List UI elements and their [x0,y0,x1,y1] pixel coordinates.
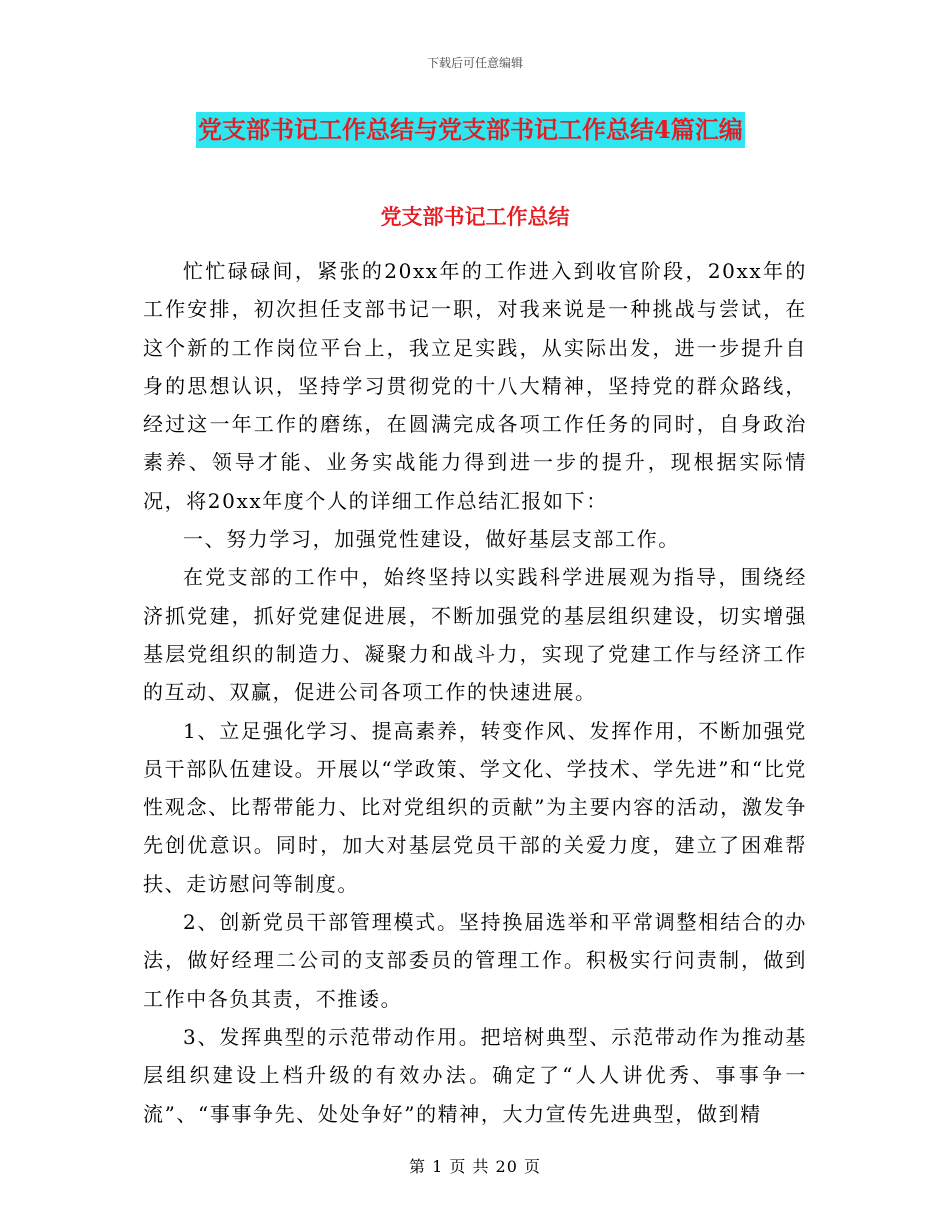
paragraph: 1、立足强化学习、提高素养，转变作风、发挥作用，不断加强党员干部队伍建设。开展以“学政策、学文化、学技术、学先进”和“比党性观念、比帮带能力、比对党组织的贡献”为主要内容的活动，激发争先创优意识。同时，加大对基层党员干部的关爱力度，建立了困难帮扶、走访慰问等制度。 [143,718,807,896]
paragraph: 在党支部的工作中，始终坚持以实践科学进展观为指导，围绕经济抓党建，抓好党建促进展，不断加强党的基层组织建设，切实增强基层党组织的制造力、凝聚力和战斗力，实现了党建工作与经济工作的互动、双赢，促进公司各项工作的快速进展。 [143,565,807,705]
main-title-wrap [196,112,745,148]
paragraph: 2、创新党员干部管理模式。坚持换届选举和平常调整相结合的办法，做好经理二公司的支部委员的管理工作。积极实行问责制，做到工作中各负其责，不推诿。 [143,910,807,1011]
page-footer: 第 1 页 共 20 页 [409,1157,541,1176]
main-title: 党支部书记工作总结与党支部书记工作总结4篇汇编 [196,112,745,148]
paragraph: 3、发挥典型的示范带动作用。把培树典型、示范带动作为推动基层组织建设上档升级的有效办法。确定了“人人讲优秀、事事争一流”、“事事争先、处处争好”的精神，大力宣传先进典型，做到精 [143,1024,807,1126]
paragraph: 忙忙碌碌间，紧张的20xx年的工作进入到收官阶段，20xx年的工作安排，初次担任支部书记一职，对我来说是一种挑战与尝试，在这个新的工作岗位平台上，我立足实践，从实际出发，进一步提升自身的思想认识，坚持学习贯彻党的十八大精神，坚持党的群众路线，经过这一年工作的磨练，在圆满完成各项工作任务的同时，自身政治素养、领导才能、业务实战能力得到进一步的提升，现根据实际情况，将20xx年度个人的详细工作总结汇报如下： [143,259,807,513]
header-note: 下载后可任意编辑 [426,56,523,70]
section-title: 党支部书记工作总结 [380,204,570,229]
paragraph: 一、努力学习，加强党性建设，做好基层支部工作。 [183,527,680,552]
body-text [143,216,807,1133]
